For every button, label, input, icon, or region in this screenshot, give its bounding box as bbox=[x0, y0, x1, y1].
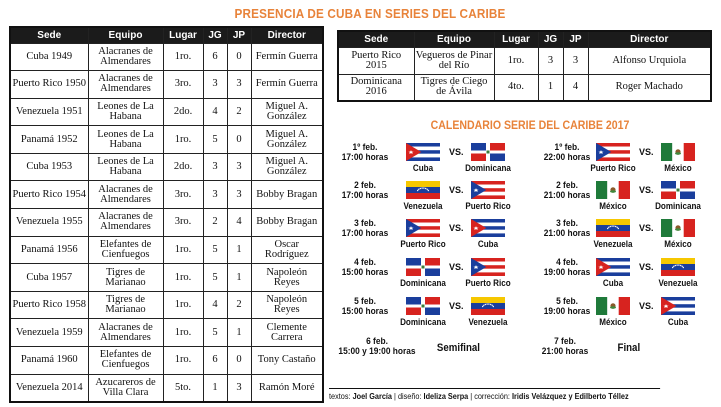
mexico-flag-icon bbox=[596, 297, 630, 315]
col-lugar-cell: 3ro. bbox=[163, 71, 203, 99]
game-time: 22:00 horas bbox=[543, 152, 591, 163]
game-time: 19:00 horas bbox=[543, 306, 591, 317]
game-time: 17:00 horas bbox=[341, 228, 389, 239]
col-jp-cell: 1 bbox=[227, 236, 251, 264]
col-director-cell: Oscar Rodríguez bbox=[251, 236, 323, 264]
col-sede-cell: Puerto Rico 1958 bbox=[10, 291, 88, 319]
col-equipo-cell: Elefantes de Cienfuegos bbox=[88, 236, 163, 264]
col-director-cell: Roger Machado bbox=[588, 74, 711, 101]
table-row bbox=[10, 126, 323, 154]
col-director-cell: Miguel A. González bbox=[251, 98, 323, 126]
away-team-name: México bbox=[664, 163, 692, 174]
final-label: Final bbox=[617, 342, 641, 354]
table-body bbox=[10, 43, 323, 402]
col-director-cell: Tony Castaño bbox=[251, 347, 323, 375]
venezuela-flag-icon bbox=[406, 181, 440, 199]
col-sede-cell: Dominicana 2016 bbox=[338, 74, 414, 101]
away-team-name: Cuba bbox=[477, 239, 499, 250]
cuba-flag-icon bbox=[471, 219, 505, 237]
away-team-name: Dominicana bbox=[655, 201, 701, 212]
game-time: 19:00 horas bbox=[543, 267, 591, 278]
semifinal-label: Semifinal bbox=[436, 342, 480, 354]
home-team-name: Venezuela bbox=[403, 201, 443, 212]
vs-label: VS. bbox=[449, 223, 464, 233]
game-time: 17:00 horas bbox=[341, 152, 389, 163]
mexico-flag-icon bbox=[661, 143, 695, 161]
game-date: 5 feb. bbox=[354, 296, 376, 307]
away-team-name: México bbox=[664, 239, 692, 250]
vs-label: VS. bbox=[639, 147, 654, 157]
table-body bbox=[338, 47, 711, 101]
away-team-name: Cuba bbox=[667, 317, 689, 328]
col-equipo-cell: Alacranes de Almendares bbox=[88, 209, 163, 237]
col-jp-cell: 3 bbox=[227, 153, 251, 181]
col-director-cell: Fermín Guerra bbox=[251, 71, 323, 99]
col-equipo-cell: Alacranes de Almendares bbox=[88, 181, 163, 209]
game-date: 4 feb. bbox=[556, 257, 578, 268]
table-row bbox=[10, 347, 323, 375]
col-jp-cell: 3 bbox=[563, 47, 588, 74]
col-lugar-cell: 1ro. bbox=[163, 43, 203, 71]
home-team-name: Cuba bbox=[602, 278, 624, 289]
col-jp-cell: 1 bbox=[227, 264, 251, 292]
col-jg-cell: 5 bbox=[203, 126, 227, 154]
vs-label: VS. bbox=[449, 262, 464, 272]
col-jp-cell: 3 bbox=[227, 374, 251, 402]
col-equipo-cell: Elefantes de Cienfuegos bbox=[88, 347, 163, 375]
col-sede-cell: Panamá 1956 bbox=[10, 236, 88, 264]
home-team-name: Dominicana bbox=[400, 278, 446, 289]
col-jg-cell: 4 bbox=[203, 98, 227, 126]
vs-label: VS. bbox=[449, 147, 464, 157]
col-jp-cell: 0 bbox=[227, 43, 251, 71]
vs-label: VS. bbox=[639, 185, 654, 195]
col-director-cell: Fermín Guerra bbox=[251, 43, 323, 71]
col-equipo-cell: Leones de La Habana bbox=[88, 126, 163, 154]
col-jg-cell: 5 bbox=[203, 236, 227, 264]
game-time: 21:00 horas bbox=[543, 190, 591, 201]
col-jp-cell: 0 bbox=[227, 126, 251, 154]
col-equipo-cell: Tigres de Marianao bbox=[88, 291, 163, 319]
table-row bbox=[10, 43, 323, 71]
col-jg-cell: 1 bbox=[538, 74, 563, 101]
final-time: 21:00 horas bbox=[541, 346, 589, 357]
col-jp-cell: 1 bbox=[227, 319, 251, 347]
away-team-name: Venezuela bbox=[468, 317, 508, 328]
home-team-name: Puerto Rico bbox=[590, 163, 636, 174]
col-jp-cell: 4 bbox=[227, 209, 251, 237]
col-jg-cell: 3 bbox=[203, 181, 227, 209]
table-row bbox=[10, 319, 323, 347]
home-team-name: Puerto Rico bbox=[400, 239, 446, 250]
col-sede-cell: Puerto Rico 1954 bbox=[10, 181, 88, 209]
mexico-flag-icon bbox=[661, 219, 695, 237]
home-team-name: México bbox=[599, 201, 627, 212]
col-lugar-cell: 1ro. bbox=[163, 291, 203, 319]
dominicana-flag-icon bbox=[661, 181, 695, 199]
table-row bbox=[10, 181, 323, 209]
vs-label: VS. bbox=[639, 223, 654, 233]
col-lugar-cell: 1ro. bbox=[163, 319, 203, 347]
header-col-lugar: Lugar bbox=[494, 31, 538, 47]
dominicana-flag-icon bbox=[471, 143, 505, 161]
col-sede-cell: Puerto Rico 1950 bbox=[10, 71, 88, 99]
game-time: 15:00 horas bbox=[341, 306, 389, 317]
table-header-row bbox=[10, 27, 323, 43]
game-date: 1º feb. bbox=[352, 142, 378, 153]
header-col-sede: Sede bbox=[338, 31, 414, 47]
col-equipo-cell: Alacranes de Almendares bbox=[88, 319, 163, 347]
col-equipo-cell: Alacranes de Almendares bbox=[88, 43, 163, 71]
col-sede-cell: Puerto Rico 2015 bbox=[338, 47, 414, 74]
puertorico-flag-icon bbox=[406, 219, 440, 237]
header-col-equipo: Equipo bbox=[414, 31, 494, 47]
col-lugar-cell: 1ro. bbox=[494, 47, 538, 74]
table-header-row bbox=[338, 31, 711, 47]
cuba-flag-icon bbox=[596, 258, 630, 276]
col-jp-cell: 2 bbox=[227, 291, 251, 319]
credits-line: textos: Joel García | diseño: Ideliza Serpa | corrección: Iridis Velázquez y Edilberto Téllez bbox=[329, 388, 660, 401]
col-sede-cell: Panamá 1960 bbox=[10, 347, 88, 375]
game-date: 3 feb. bbox=[556, 218, 578, 229]
game-time: 15:00 horas bbox=[341, 267, 389, 278]
col-director-cell: Bobby Bragan bbox=[251, 181, 323, 209]
game-time: 21:00 horas bbox=[543, 228, 591, 239]
home-team-name: Cuba bbox=[412, 163, 434, 174]
home-team-name: Venezuela bbox=[593, 239, 633, 250]
col-lugar-cell: 1ro. bbox=[163, 236, 203, 264]
col-equipo-cell: Leones de La Habana bbox=[88, 153, 163, 181]
semifinal-date: 6 feb. bbox=[366, 336, 388, 347]
col-equipo-cell: Azucareros de Villa Clara bbox=[88, 374, 163, 402]
col-director-cell: Napoleón Reyes bbox=[251, 291, 323, 319]
col-jg-cell: 5 bbox=[203, 264, 227, 292]
col-lugar-cell: 1ro. bbox=[163, 264, 203, 292]
vs-label: VS. bbox=[639, 262, 654, 272]
col-jg-cell: 1 bbox=[203, 374, 227, 402]
home-team-name: Dominicana bbox=[400, 317, 446, 328]
cuba-history-table bbox=[9, 26, 324, 403]
game-date: 2 feb. bbox=[354, 180, 376, 191]
table-row bbox=[10, 236, 323, 264]
col-sede-cell: Cuba 1949 bbox=[10, 43, 88, 71]
puertorico-flag-icon bbox=[471, 258, 505, 276]
col-sede-cell: Venezuela 1959 bbox=[10, 319, 88, 347]
recent-series-table bbox=[337, 30, 712, 102]
puertorico-flag-icon bbox=[596, 143, 630, 161]
col-director-cell: Clemente Carrera bbox=[251, 319, 323, 347]
mexico-flag-icon bbox=[596, 181, 630, 199]
table-row bbox=[10, 291, 323, 319]
col-jg-cell: 6 bbox=[203, 347, 227, 375]
game-date: 2 feb. bbox=[556, 180, 578, 191]
col-jp-cell: 3 bbox=[227, 181, 251, 209]
col-jg-cell: 4 bbox=[203, 291, 227, 319]
col-lugar-cell: 2do. bbox=[163, 98, 203, 126]
away-team-name: Puerto Rico bbox=[465, 201, 511, 212]
game-time: 17:00 horas bbox=[341, 190, 389, 201]
away-team-name: Puerto Rico bbox=[465, 278, 511, 289]
col-lugar-cell: 3ro. bbox=[163, 181, 203, 209]
col-lugar-cell: 1ro. bbox=[163, 126, 203, 154]
col-equipo-cell: Vegueros de Pinar del Río bbox=[414, 47, 494, 74]
col-lugar-cell: 2do. bbox=[163, 153, 203, 181]
col-equipo-cell: Tigres de Marianao bbox=[88, 264, 163, 292]
col-sede-cell: Cuba 1957 bbox=[10, 264, 88, 292]
venezuela-flag-icon bbox=[661, 258, 695, 276]
game-date: 5 feb. bbox=[556, 296, 578, 307]
table-row bbox=[338, 74, 711, 101]
table-row bbox=[10, 153, 323, 181]
home-team-name: México bbox=[599, 317, 627, 328]
table-row bbox=[10, 209, 323, 237]
calendar-title: CALENDARIO SERIE DEL CARIBE 2017 bbox=[430, 118, 630, 132]
cuba-flag-icon bbox=[661, 297, 695, 315]
col-lugar-cell: 4to. bbox=[494, 74, 538, 101]
col-director-cell: Napoleón Reyes bbox=[251, 264, 323, 292]
col-sede-cell: Venezuela 1951 bbox=[10, 98, 88, 126]
col-sede-cell: Venezuela 1955 bbox=[10, 209, 88, 237]
col-equipo-cell: Alacranes de Almendares bbox=[88, 71, 163, 99]
dominicana-flag-icon bbox=[406, 297, 440, 315]
col-director-cell: Alfonso Urquiola bbox=[588, 47, 711, 74]
away-team-name: Venezuela bbox=[658, 278, 698, 289]
page-title: PRESENCIA DE CUBA EN SERIES DEL CARIBE bbox=[234, 6, 506, 21]
col-sede-cell: Venezuela 2014 bbox=[10, 374, 88, 402]
semifinal-time: 15:00 y 19:00 horas bbox=[338, 346, 416, 357]
header-col-jg: JG bbox=[538, 31, 563, 47]
final-date: 7 feb. bbox=[554, 336, 576, 347]
table-row bbox=[10, 71, 323, 99]
venezuela-flag-icon bbox=[471, 297, 505, 315]
vs-label: VS. bbox=[639, 301, 654, 311]
game-date: 3 feb. bbox=[354, 218, 376, 229]
col-lugar-cell: 3ro. bbox=[163, 209, 203, 237]
header-col-director: Director bbox=[251, 27, 323, 43]
col-equipo-cell: Leones de La Habana bbox=[88, 98, 163, 126]
table-row bbox=[338, 47, 711, 74]
vs-label: VS. bbox=[449, 301, 464, 311]
header-col-director: Director bbox=[588, 31, 711, 47]
col-jg-cell: 5 bbox=[203, 319, 227, 347]
col-director-cell: Miguel A. González bbox=[251, 126, 323, 154]
col-jg-cell: 3 bbox=[538, 47, 563, 74]
header-col-equipo: Equipo bbox=[88, 27, 163, 43]
col-director-cell: Bobby Bragan bbox=[251, 209, 323, 237]
table-row bbox=[10, 98, 323, 126]
header-col-jp: JP bbox=[227, 27, 251, 43]
header-col-lugar: Lugar bbox=[163, 27, 203, 43]
header-col-jp: JP bbox=[563, 31, 588, 47]
col-equipo-cell: Tigres de Ciego de Ávila bbox=[414, 74, 494, 101]
col-jg-cell: 3 bbox=[203, 71, 227, 99]
col-director-cell: Ramón Moré bbox=[251, 374, 323, 402]
col-jp-cell: 2 bbox=[227, 98, 251, 126]
vs-label: VS. bbox=[449, 185, 464, 195]
game-date: 1º feb. bbox=[554, 142, 580, 153]
header-col-sede: Sede bbox=[10, 27, 88, 43]
table-row bbox=[10, 264, 323, 292]
away-team-name: Dominicana bbox=[465, 163, 511, 174]
cuba-flag-icon bbox=[406, 143, 440, 161]
venezuela-flag-icon bbox=[596, 219, 630, 237]
col-jp-cell: 3 bbox=[227, 71, 251, 99]
dominicana-flag-icon bbox=[406, 258, 440, 276]
header-col-jg: JG bbox=[203, 27, 227, 43]
col-sede-cell: Panamá 1952 bbox=[10, 126, 88, 154]
col-sede-cell: Cuba 1953 bbox=[10, 153, 88, 181]
col-jp-cell: 0 bbox=[227, 347, 251, 375]
col-lugar-cell: 5to. bbox=[163, 374, 203, 402]
puertorico-flag-icon bbox=[471, 181, 505, 199]
col-jg-cell: 3 bbox=[203, 153, 227, 181]
table-row bbox=[10, 374, 323, 402]
col-lugar-cell: 1ro. bbox=[163, 347, 203, 375]
game-date: 4 feb. bbox=[354, 257, 376, 268]
col-jg-cell: 6 bbox=[203, 43, 227, 71]
col-jg-cell: 2 bbox=[203, 209, 227, 237]
col-director-cell: Miguel A. González bbox=[251, 153, 323, 181]
col-jp-cell: 4 bbox=[563, 74, 588, 101]
